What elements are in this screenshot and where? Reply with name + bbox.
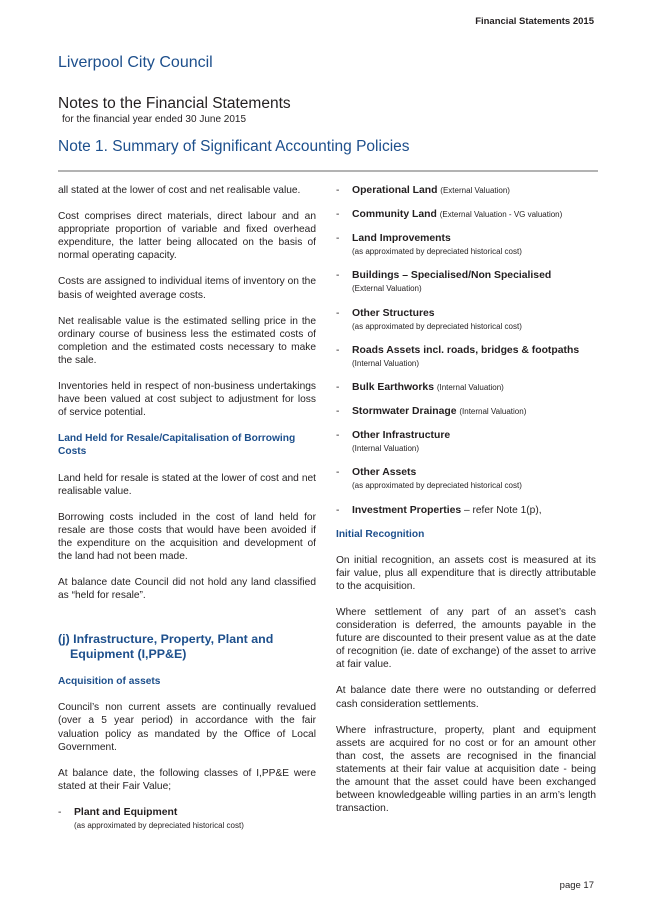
- list-item: [336, 344, 596, 370]
- list-item: [336, 184, 596, 197]
- asset-class-list: [336, 184, 596, 493]
- section-heading-land-held: Land Held for Resale/Capitalisation of Borrowing Costs: [58, 433, 296, 458]
- paragraph: Cost comprises direct materials, direct labour and an appropriate proportion of variable and fixed overhead expenditure, the latter being allocated on the basis of normal operating capacity.: [58, 211, 316, 262]
- list-item: [336, 232, 596, 258]
- list-item-title: Other Structures: [352, 307, 435, 319]
- paragraph: Inventories held in respect of non-business undertakings have been valued at cost subject to adjustment for loss of service potential.: [58, 381, 316, 419]
- list-item: [336, 405, 596, 418]
- list-dash: -: [336, 344, 340, 356]
- list-item-note: (Internal Valuation): [352, 444, 419, 454]
- list-dash: -: [336, 504, 340, 516]
- list-item-title: Land Improvements: [352, 233, 451, 245]
- list-dash: -: [336, 430, 340, 442]
- paragraph: On initial recognition, an assets cost is measured at its fair value, plus all expenditure that is directly attributable to the acquisition.: [336, 554, 596, 592]
- paragraph: At balance date Council did not hold any land classified as “held for resale”.: [58, 577, 316, 602]
- list-dash: -: [336, 307, 340, 319]
- list-item: [336, 307, 596, 333]
- list-dash: -: [336, 381, 340, 393]
- list-item-title: Stormwater Drainage: [352, 406, 457, 418]
- list-item-valuation: (Internal Valuation): [436, 382, 504, 392]
- note-heading: Note 1. Summary of Significant Accounting Policies: [58, 138, 410, 155]
- notes-subtitle: for the financial year ended 30 June 2015: [62, 114, 247, 125]
- report-title-header: Financial Statements 2015: [475, 16, 594, 27]
- list-item-note: (as approximated by depreciated historical cost): [352, 481, 522, 491]
- list-item-title: Plant and Equipment: [74, 806, 178, 818]
- left-column: [58, 184, 316, 843]
- list-dash: -: [336, 270, 340, 282]
- list-item-valuation: (External Valuation - VG valuation): [439, 210, 563, 220]
- list-item-note: (as approximated by depreciated historical cost): [352, 321, 522, 331]
- list-dash: -: [336, 185, 340, 196]
- list-item-title: Community Land: [352, 209, 437, 221]
- list-dash: -: [336, 406, 340, 418]
- notes-title: Notes to the Financial Statements: [58, 95, 291, 112]
- page-number: page 17: [559, 880, 594, 891]
- right-column: [336, 184, 596, 828]
- section-heading-acquisition: Acquisition of assets: [58, 676, 161, 688]
- paragraph: Land held for resale is stated at the lower of cost and net realisable value.: [58, 472, 316, 497]
- list-item-note: (as approximated by depreciated historical cost): [352, 247, 522, 257]
- paragraph: Net realisable value is the estimated selling price in the ordinary course of business less the estimated costs of completion and the estimated costs necessary to make the sale.: [58, 315, 316, 366]
- list-item: [336, 269, 596, 295]
- list-item-rest: – refer Note 1(p),: [461, 504, 542, 516]
- list-item-note: (Internal Valuation): [352, 358, 419, 368]
- council-name: Liverpool City Council: [58, 54, 213, 71]
- paragraph: Costs are assigned to individual items of inventory on the basis of weighted average costs.: [58, 276, 316, 301]
- list-item: [336, 208, 596, 221]
- list-item: [58, 806, 316, 832]
- list-item-title: Other Infrastructure: [352, 430, 451, 442]
- section-heading-ippe: (j) Infrastructure, Property, Plant and Equipment (I,PP&E): [58, 632, 274, 662]
- list-item-title: Operational Land: [352, 185, 438, 196]
- paragraph: Where settlement of any part of an asset’s cash consideration is deferred, the amounts payable in the future are discounted to their present value as at the date of recognition (ie. date of exchange) of the asset to arrive at fair value.: [336, 606, 596, 671]
- paragraph: Borrowing costs included in the cost of land held for resale are those costs that would have been avoided if the expenditure on the acquisition and development of the land had not been made.: [58, 511, 316, 562]
- heading-divider: [58, 170, 598, 172]
- list-dash: -: [336, 233, 340, 245]
- list-item-note: (as approximated by depreciated historical cost): [74, 821, 244, 830]
- list-item: [336, 504, 596, 517]
- paragraph: all stated at the lower of cost and net realisable value.: [58, 185, 301, 196]
- list-dash: -: [58, 806, 62, 818]
- paragraph: Where infrastructure, property, plant and equipment assets are acquired for no cost or for an amount other than cost, the assets are recognised in the financial statements at their fair value at acquisition date - being the amount that the asset could have been exchanged between knowledgeable willing parties in an arm’s length transaction.: [336, 724, 596, 815]
- list-item-title: Roads Assets incl. roads, bridges & footpaths: [352, 344, 580, 356]
- list-item: [336, 381, 596, 394]
- list-item-note: (External Valuation): [352, 284, 422, 294]
- list-item: [336, 466, 596, 492]
- paragraph: Council’s non current assets are continually revalued (over a 5 year period) in accordance with the fair valuation policy as mandated by the Office of Local Government.: [58, 702, 316, 753]
- list-dash: -: [336, 467, 340, 479]
- section-heading-initial-recognition: Initial Recognition: [336, 528, 425, 540]
- list-item-valuation: (Internal Valuation): [459, 407, 527, 417]
- list-item-valuation: (External Valuation): [440, 186, 510, 195]
- list-item-title: Bulk Earthworks: [352, 381, 434, 393]
- list-item-title: Buildings – Specialised/Non Specialised: [352, 270, 552, 282]
- paragraph: At balance date there were no outstanding or deferred cash consideration settlements.: [336, 685, 596, 710]
- list-item-title: Investment Properties: [352, 504, 462, 516]
- paragraph: At balance date, the following classes of I,PP&E were stated at their Fair Value;: [58, 767, 316, 792]
- list-dash: -: [336, 209, 340, 221]
- list-item: [336, 429, 596, 455]
- list-item-title: Other Assets: [352, 467, 417, 479]
